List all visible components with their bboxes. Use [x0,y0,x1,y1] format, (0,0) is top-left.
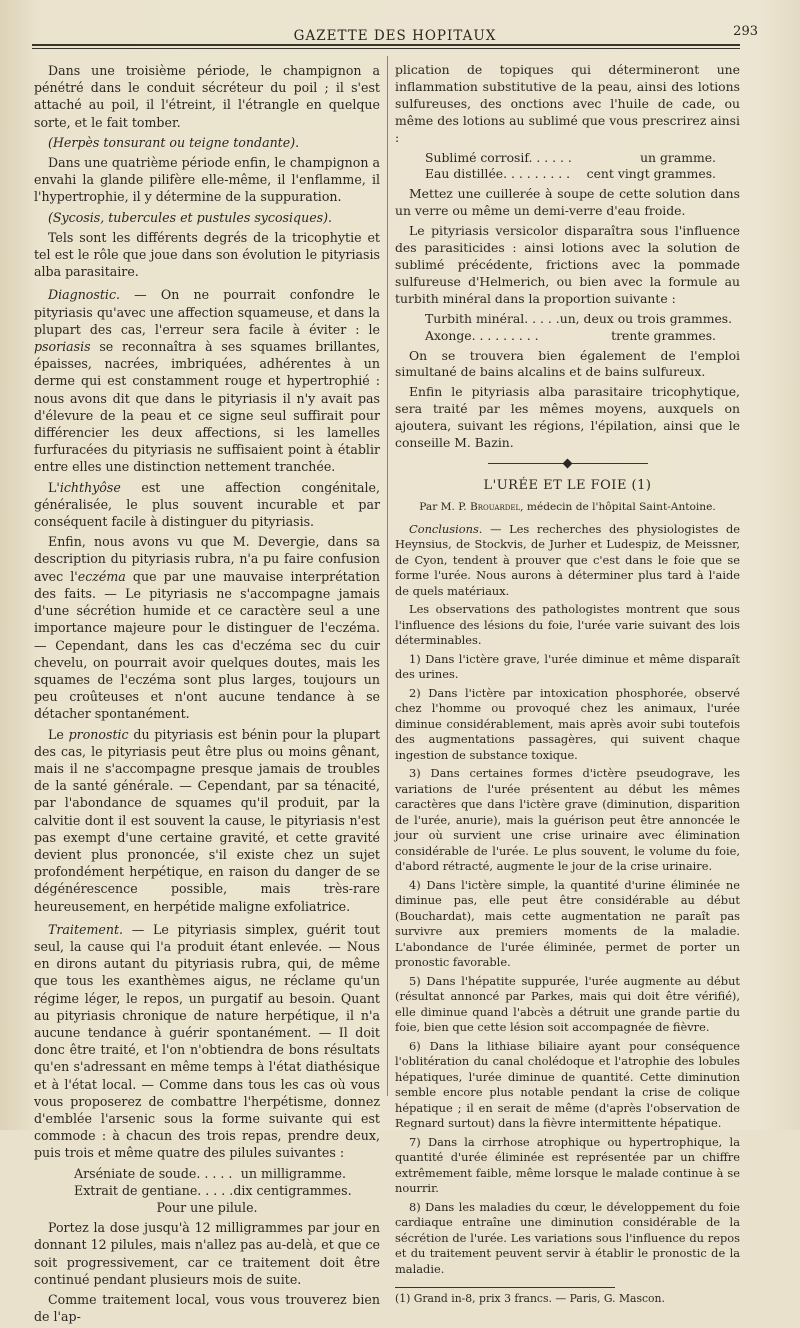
conclusion-item: 2) Dans l'ictère par intoxication phosphorée, observé chez l'homme ou provoqué chez les animaux, l'urée diminue considérablement, mais après avoir subi toutefois des augmentations passagères, qui suivent chaque ingestion de substance toxique. [395,685,740,762]
text: est une affection congénitale, généralisée, le plus souvent incurable et par conséquent facile à distinguer du pityriasis. [34,479,380,530]
paragraph: (Herpès tonsurant ou teigne tondante). [48,134,300,150]
term: ichthyôse [59,479,121,495]
term: eczéma [77,568,126,584]
text: Par M. P. [419,500,470,513]
formula-quantity: un gramme. [640,149,716,165]
paragraph: On se trouvera bien également de l'emploi simultané de bains alcalins et de bains sulfureux. [395,347,740,380]
formula-ingredient: Eau distillée. . . . . . . . . [425,166,571,182]
conclusion-item: 8) Dans les maladies du cœur, le développement du foie cardiaque entraîne une diminution considérable de la sécrétion de l'urée. Les variations sous l'influence du repos et du traitement peuvent servir à établir le pronostic de la maladie. [395,1199,740,1276]
formula-quantity: un milligramme. [240,1165,346,1181]
formula-note: Pour une pilule. [156,1200,258,1215]
paragraph: Mettez une cuillerée à soupe de cette solution dans un verre ou même un demi-verre d'eau froide. [395,186,740,219]
paragraph [34,533,380,722]
formula-quantity: trente grammes. [611,327,716,343]
subhead: Traitement. [48,921,124,937]
header-rule [32,44,740,49]
formula-line [395,328,740,345]
paragraph [34,726,380,915]
article-title: L'URÉE ET LE FOIE (1) [483,477,652,493]
conclusion-item: 7) Dans la cirrhose atrophique ou hypertrophique, la quantité d'urée éliminée est représentée par un chiffre extrêmement faible, même lorsque le malade continue à se nourrir. [395,1134,740,1196]
text: Le [48,726,69,742]
text: , médecin de l'hôpital Saint-Antoine. [520,500,716,513]
conclusion-item: 4) Dans l'ictère simple, la quantité d'urine éliminée ne diminue pas, elle peut être considérable au début (Bouchardat), mais cette augmentation ne paraît pas survivre aux premiers moments de la maladie. L'abondance de l'urée éliminée, permet de porter un pronostic favorable. [395,877,740,970]
subhead: Conclusions. [409,521,483,536]
formula-line [34,1182,380,1199]
paragraph: Le pityriasis versicolor disparaîtra sous l'influence des parasiticides : ainsi lotions avec la solution de sublimé précédente, frictions avec la pommade sulfureuse d'Helmerich, ou bien avec la formule au turbith minéral dans la proportion suivante : [395,223,740,306]
formula-ingredient: Axonge. . . . . . . . . [425,327,539,343]
paragraph [395,522,740,600]
conclusion-item: 1) Dans l'ictère grave, l'urée diminue et même disparaît des urines. [395,651,740,682]
paragraph: (Sycosis, tubercules et pustules sycosiques). [48,209,333,225]
formula-quantity: cent vingt grammes. [586,166,716,182]
journal-title: GAZETTE DES HOPITAUX [293,28,497,44]
section-ornament [488,460,648,468]
formula-line [395,166,740,183]
term: psoriasis [34,339,91,355]
text: se reconnaîtra à ses squames brillantes, épaisses, nacrées, imbriquées, adhérentes à un derme qui est constamment rouge et hypertrophié : nous avons dit que dans le pityriasis il n'y avait pas d'élevure de la peau et ce signe seul suffirait pour différencier les deux affections, si les lamelles furfuracées du pityriasis ne suffisaient point à établir entre elles une distinction nettement tranchée. [34,339,380,475]
conclusion-item: 6) Dans la lithiase biliaire ayant pour conséquence l'oblitération du canal cholédoque et l'atrophie des lobules hépatiques, l'urée diminue de quantité. Cette diminution semble encore plus notable pendant la crise de colique hépatique ; il en serait de même (d'après l'observation de Regnard surtout) dans la fièvre intermittente hépatique. [395,1038,740,1131]
paragraph: Comme traitement local, vous vous trouverez bien de l'ap- [34,1292,380,1325]
formula-ingredient: Turbith minéral. . . . . [425,310,560,326]
author-name: Brouardel [469,500,521,513]
formula-quantity: dix centigrammes. [233,1182,352,1198]
formula-ingredient: Sublimé corrosif. . . . . . [425,149,572,165]
formula-quantity: un, deux ou trois grammes. [559,310,733,326]
text: — Le pityriasis simplex, guérit tout seul, la cause qui l'a produit étant enlevée. — Nous en dirons autant du pityriasis rubra, qui, de même que tous les exanthèmes aigus, ne réclame qu'un régime léger, le repos, un purgatif au besoin. Quant au pityriasis chronique de nature herpétique, il n'a aucune tendance à guérir spontanément. — Il doit donc être traité, et l'on n'obtiendra de bons résultats qu'en s'adressant en même temps à l'état diathésique et à l'état local. — Comme dans tous les cas où vous vous proposerez de combattre l'herpétisme, donnez d'emblée l'arsenic sous la forme suivante qui est commode : à chacun des trois repas, prendre deux, puis trois et même quatre des pilules suivantes : [34,921,380,1161]
column-separator [387,56,388,1096]
formula-line [395,150,740,167]
formula-line [34,1165,380,1182]
paragraph [34,479,380,531]
right-column [395,62,740,1310]
text: L' [48,479,60,495]
footnote-rule [395,1287,615,1288]
page-number: 293 [733,24,758,39]
paragraph: Dans une troisième période, le champignon a pénétré dans le conduit sécréteur du poil ; il s'est attaché au poil, il l'étreint, il l'étrangle en quelque sorte, et le fait tomber. [34,63,380,130]
paragraph-traitement [34,921,380,1162]
page-header [32,22,758,44]
text: — Les recherches des physiologistes de Heynsius, de Stockvis, de Jurher et Ludespiz, de Meissner, de Cyon, tendent à prouver que c'est dans le foie que se forme l'urée. Nous aurons à déterminer plus tard à l'aide de quels matériaux. [395,521,740,598]
paragraph: plication de topiques qui détermineront une inflammation substitutive de la peau, ainsi des lotions sulfureuses, des onctions avec l'huile de cade, ou même des lotions au sublimé que vous prescrirez ainsi : [395,62,740,145]
paragraph: Portez la dose jusqu'à 12 milligrammes par jour en donnant 12 pilules, mais n'allez pas au-delà, et que ce soit progressivement, car ce traitement doit être continué pendant plusieurs mois de suite. [34,1220,380,1287]
paragraph: Enfin le pityriasis alba parasitaire tricophytique, sera traité par les mêmes moyens, auxquels on ajoutera, suivant les régions, l'épilation, ainsi que le conseille M. Bazin. [395,384,740,451]
paragraph: Dans une quatrième période enfin, le champignon a envahi la glande pilifère elle-même, il l'enflamme, il l'hypertrophie, il y détermine de la suppuration. [34,155,380,205]
paragraph: Les observations des pathologistes montrent que sous l'influence des lésions du foie, l'urée varie suivant des lois déterminables. [395,602,740,648]
subhead: Diagnostic. [48,287,120,303]
article-byline [395,499,740,516]
conclusion-item: 3) Dans certaines formes d'ictère pseudograve, les variations de l'urée présentent au début les mêmes caractères que dans l'ictère grave (diminution, disparition de l'urée, anurie), mais la guérison peut être annoncée le jour où survient une crise urinaire avec élimination considérable de l'urée. Le plus souvent, le volume du foie, d'abord rétracté, augmente le jour de la crise urinaire. [395,766,740,874]
paragraph-diagnostic [34,286,380,475]
article-body [395,522,740,1307]
paragraph: Tels sont les différents degrés de la tricophytie et tel est le rôle que joue dans son évolution le pityriasis alba parasitaire. [34,229,380,280]
formula-ingredient: Arséniate de soude. . . . . [74,1165,233,1181]
text: du pityriasis est bénin pour la plupart des cas, le pityriasis peut être plus ou moins gênant, mais il ne s'accompagne presque jamais de troubles de la santé générale. — Cependant, par sa ténacité, par l'abondance de squames qu'il produit, par la calvitie dont il est souvent la cause, le pityriasis n'est pas exempt d'une certaine gravité, et cette gravité devient plus prononcée, s'il existe chez un sujet profondément herpétique, en raison du danger de se dégénérescence possible, mais très-rare heureusement, en herpétide maligne exfoliatrice. [34,726,381,914]
text: — On ne pourrait confondre le pityriasis qu'avec une affection squameuse, et dans la plupart des cas, l'erreur sera facile à éviter : le [34,287,380,337]
formula-ingredient: Extrait de gentiane. . . . . [74,1182,234,1198]
term: pronostic [68,726,129,742]
conclusion-item: 5) Dans l'hépatite suppurée, l'urée augmente au début (résultat annoncé par Parkes, mais qui doit être vérifié), elle diminue quand l'abcès a détruit une grande partie du foie, bien que cette lésion soit accompagnée de fièvre. [395,973,740,1035]
footnote: (1) Grand in-8, prix 3 francs. — Paris, G. Mascon. [395,1292,665,1306]
text: Enfin, nous avons vu que M. Devergie, dans sa description du pityriasis rubra, n'a pu faire confusion avec l' [34,534,380,584]
left-column [34,62,380,1328]
text: que par une mauvaise interprétation des faits. — Le pityriasis ne s'accompagne jamais d'une sécrétion humide et ce caractère seul a une importance majeure pour le distinguer de l'eczéma. — Cependant, dans les cas d'eczéma sec du cuir chevelu, on pourrait avoir quelques doutes, mais les squames de l'eczéma sont plus larges, toujours un peu croûteuses et n'ont aucune tendance à se détacher spontanément. [34,568,381,722]
formula-line [395,311,740,328]
